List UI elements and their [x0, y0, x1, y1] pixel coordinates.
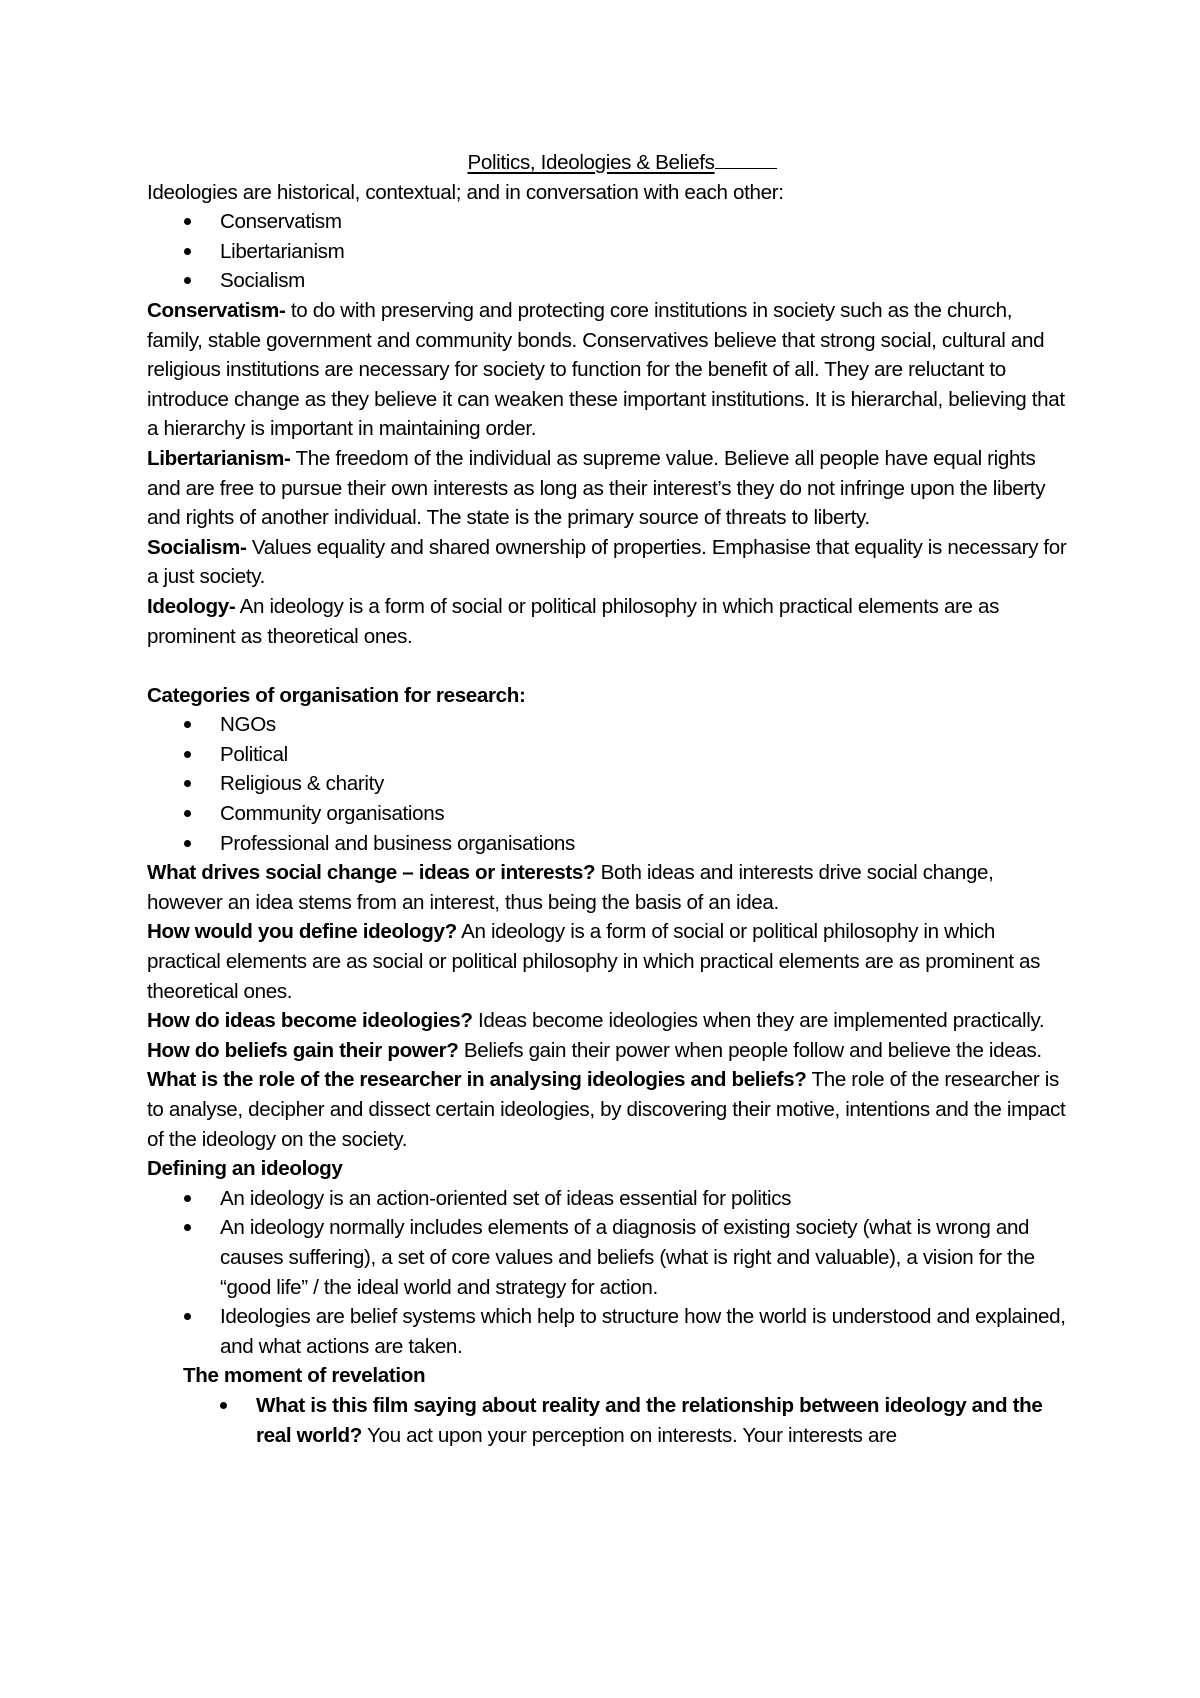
- bullet-icon: [184, 751, 191, 758]
- question-define-ideology: How would you define ideology? An ideology is a form of social or political philosophy in which practical elements are as social or political philosophy in which practical elements are as prominent as theoretical ones.: [147, 920, 1041, 1003]
- list-item: An ideology is an action-oriented set of ideas essential for politics: [147, 1184, 1067, 1214]
- list-item: Professional and business organisations: [147, 829, 1067, 859]
- question-ideas-become-ideologies: How do ideas become ideologies? Ideas become ideologies when they are implemented practically.: [147, 1009, 1045, 1033]
- bullet-icon: [184, 277, 191, 284]
- list-item: Socialism: [147, 266, 1067, 296]
- bullet-icon: [184, 721, 191, 728]
- bullet-icon: [184, 248, 191, 255]
- revelation-heading: The moment of revelation: [183, 1364, 426, 1388]
- bullet-icon: [220, 1402, 227, 1409]
- list-item: What is this film saying about reality and the relationship between ideology and the real world? You act upon your perception on interests. Your interests are: [147, 1391, 1067, 1450]
- ideology-list: [147, 207, 1067, 296]
- title-underline-tail: [715, 150, 777, 169]
- categories-heading: Categories of organisation for research:: [147, 683, 526, 707]
- bullet-icon: [184, 1313, 191, 1320]
- page-title: Politics, Ideologies & Beliefs: [147, 148, 1067, 178]
- bullet-icon: [184, 810, 191, 817]
- list-item: An ideology normally includes elements of a diagnosis of existing society (what is wrong and causes suffering), a set of core values and beliefs (what is right and valuable), a vision for the “good life” / the ideal world and strategy for action.: [147, 1213, 1067, 1302]
- definition-socialism: Socialism- Values equality and shared ownership of properties. Emphasise that equality is necessary for a just society.: [147, 535, 1067, 589]
- bullet-icon: [184, 1224, 191, 1231]
- definition-conservatism: Conservatism- to do with preserving and protecting core institutions in society such as the church, family, stable government and community bonds. Conservatives believe that strong social, cultural and religious institutions are necessary for society to function for the benefit of all. They are reluctant to introduce change as they believe it can weaken these important institutions. It is hierarchal, believing that a hierarchy is important in maintaining order.: [147, 298, 1065, 441]
- categories-list: [147, 710, 1067, 858]
- list-item: NGOs: [147, 710, 1067, 740]
- defining-list: [147, 1184, 1067, 1362]
- spacer: [147, 651, 1067, 681]
- defining-heading: Defining an ideology: [147, 1157, 343, 1181]
- revelation-list: [147, 1391, 1067, 1450]
- list-item: Religious & charity: [147, 769, 1067, 799]
- bullet-icon: [184, 780, 191, 787]
- question-social-change: What drives social change – ideas or interests? Both ideas and interests drive social change, however an idea stems from an interest, thus being the basis of an idea.: [147, 861, 994, 914]
- bullet-icon: [184, 840, 191, 847]
- bullet-icon: [184, 218, 191, 225]
- document-body: [147, 148, 1067, 1450]
- definition-libertarianism: Libertarianism- The freedom of the individual as supreme value. Believe all people have equal rights and are free to pursue their own interests as long as their interest’s they do not infringe upon the liberty and rights of another individual. The state is the primary source of threats to liberty.: [147, 446, 1046, 530]
- list-item: Libertarianism: [147, 237, 1067, 267]
- list-item: Ideologies are belief systems which help to structure how the world is understood and explained, and what actions are taken.: [147, 1302, 1067, 1361]
- list-item: Political: [147, 740, 1067, 770]
- definition-ideology: Ideology- An ideology is a form of social or political philosophy in which practical elements are as prominent as theoretical ones.: [147, 594, 1000, 648]
- list-item: Community organisations: [147, 799, 1067, 829]
- intro-paragraph: Ideologies are historical, contextual; and in conversation with each other:: [147, 180, 784, 204]
- bullet-icon: [184, 1195, 191, 1202]
- question-beliefs-power: How do beliefs gain their power? Beliefs gain their power when people follow and believe the ideas.: [147, 1038, 1042, 1062]
- list-item: Conservatism: [147, 207, 1067, 237]
- question-role-of-researcher: What is the role of the researcher in analysing ideologies and beliefs? The role of the researcher is to analyse, decipher and dissect certain ideologies, by discovering their motive, intentions and the impact of the ideology on the society.: [147, 1068, 1066, 1151]
